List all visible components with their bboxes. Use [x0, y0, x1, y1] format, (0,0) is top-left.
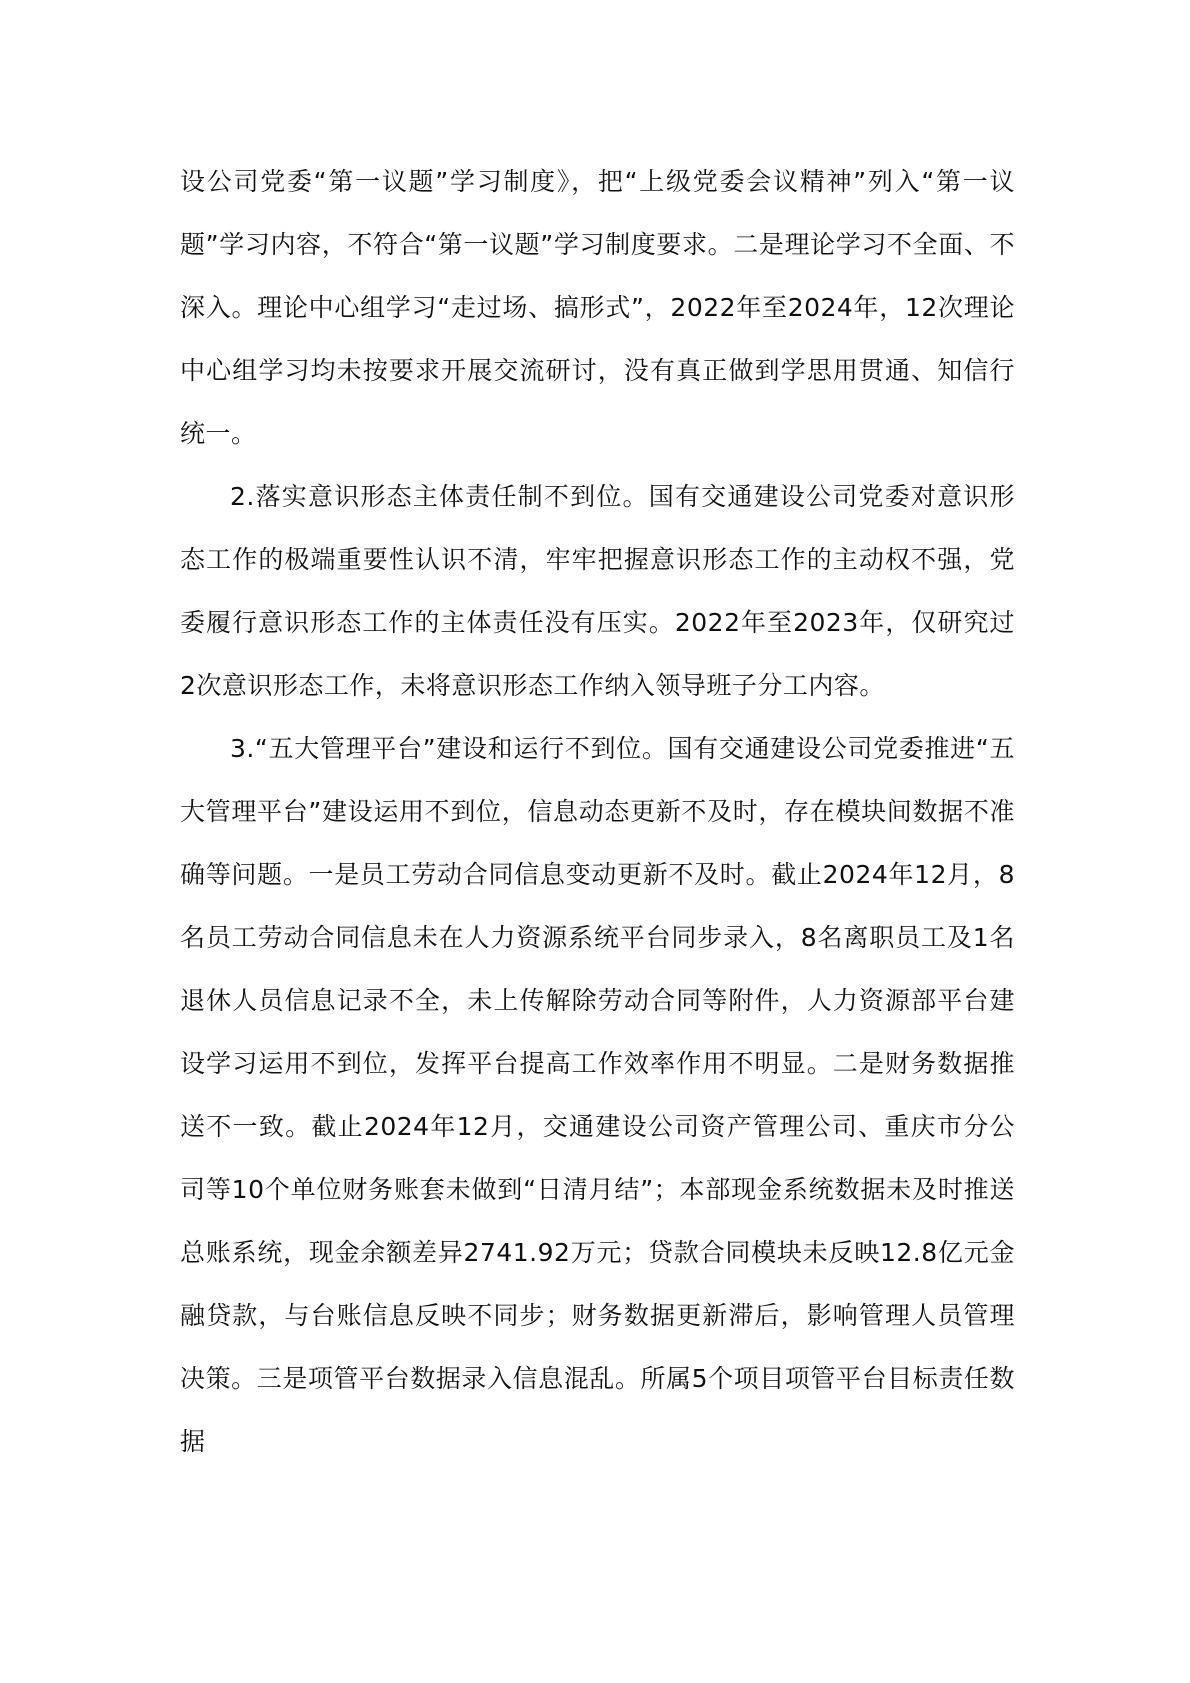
paragraph-ideology-responsibility: 2.落实意识形态主体责任制不到位。国有交通建设公司党委对意识形态工作的极端重要性认识不清，牢牢把握意识形态工作的主动权不强，党委履行意识形态工作的主体责任没有压实。2022年至2023年，仅研究过2次意识形态工作，未将意识形态工作纳入领导班子分工内容。 [180, 482, 1015, 700]
document-body [180, 150, 1015, 1473]
paragraph-continuation: 设公司党委“第一议题”学习制度》，把“上级党委会议精神”列入“第一议题”学习内容，不符合“第一议题”学习制度要求。二是理论学习不全面、不深入。理论中心组学习“走过场、搞形式”，2022年至2024年，12次理论中心组学习均未按要求开展交流研讨，没有真正做到学思用贯通、知信行统一。 [180, 167, 1015, 448]
paragraph-five-platforms: 3.“五大管理平台”建设和运行不到位。国有交通建设公司党委推进“五大管理平台”建设运用不到位，信息动态更新不及时，存在模块间数据不准确等问题。一是员工劳动合同信息变动更新不及时。截止2024年12月，8名员工劳动合同信息未在人力资源系统平台同步录入，8名离职员工及1名退休人员信息记录不全，未上传解除劳动合同等附件，人力资源部平台建设学习运用不到位，发挥平台提高工作效率作用不明显。二是财务数据推送不一致。截止2024年12月，交通建设公司资产管理公司、重庆市分公司等10个单位财务账套未做到“日清月结”；本部现金系统数据未及时推送总账系统，现金余额差异2741.92万元；贷款合同模块未反映12.8亿元金融贷款，与台账信息反映不同步；财务数据更新滞后，影响管理人员管理决策。三是项管平台数据录入信息混乱。所属5个项目项管平台目标责任数据 [180, 734, 1015, 1456]
